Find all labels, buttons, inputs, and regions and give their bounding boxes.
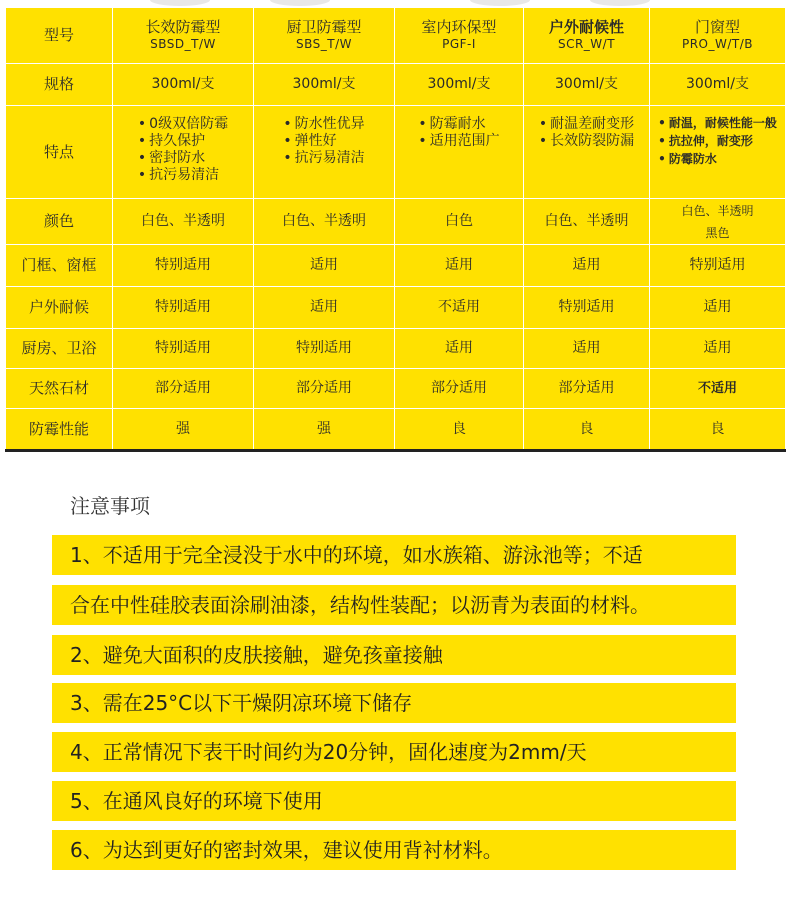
note-item: 5、在通风良好的环境下使用 <box>52 781 736 821</box>
feature-item: • 耐温差耐变形 <box>539 116 634 133</box>
product-code: SBS_T/W <box>296 36 352 51</box>
row-label: 户外耐候 <box>6 287 113 329</box>
product-code: PRO_W/T/B <box>681 36 754 51</box>
feature-list <box>138 116 228 184</box>
decorative-shape <box>270 0 330 6</box>
table-cell: 适用 <box>524 329 650 369</box>
product-name: 门窗型 <box>694 17 740 36</box>
table-row <box>6 409 786 451</box>
product-code: SCR_W/T <box>557 36 616 51</box>
product-name: 户外耐候性 <box>548 17 624 36</box>
top-strip <box>0 0 790 6</box>
table-cell: 300ml/支 <box>524 64 650 106</box>
table-header-row <box>6 8 786 64</box>
table-cell: 300ml/支 <box>395 64 524 106</box>
table-row <box>6 245 786 287</box>
table-cell: 不适用 <box>650 369 786 409</box>
color-line: 黑色 <box>705 225 730 240</box>
decorative-shape <box>150 0 210 6</box>
table-cell: 强 <box>113 409 254 451</box>
header-product <box>524 8 650 64</box>
table-row <box>6 329 786 369</box>
table-cell: 300ml/支 <box>650 64 786 106</box>
row-label: 天然石材 <box>6 369 113 409</box>
table-cell: 特别适用 <box>113 329 254 369</box>
table-cell: 适用 <box>650 329 786 369</box>
table-row <box>6 199 786 245</box>
row-label: 颜色 <box>6 199 113 245</box>
table-row <box>6 369 786 409</box>
product-name: 长效防霉型 <box>145 17 221 36</box>
table-cell: 适用 <box>395 245 524 287</box>
table-cell: 适用 <box>650 287 786 329</box>
product-code: SBSD_T/W <box>150 36 216 51</box>
feature-item: • 密封防水 <box>138 150 228 167</box>
table-cell: 300ml/支 <box>254 64 395 106</box>
note-item: 合在中性硅胶表面涂刷油漆，结构性装配；以沥青为表面的材料。 <box>52 585 736 625</box>
product-code: PGF-I <box>442 36 476 51</box>
feature-list <box>418 116 499 150</box>
table-cell: 特别适用 <box>113 245 254 287</box>
table-cell <box>524 106 650 199</box>
notes-title: 注意事项 <box>70 494 150 518</box>
header-product <box>650 8 786 64</box>
table-cell: 适用 <box>254 245 395 287</box>
table-cell: 强 <box>254 409 395 451</box>
feature-list <box>539 116 634 150</box>
feature-item: • 抗污易清洁 <box>138 167 228 184</box>
feature-item: • 防霉耐水 <box>418 116 499 133</box>
feature-item: • 抗拉伸，耐变形 <box>658 132 777 150</box>
table-cell: 良 <box>524 409 650 451</box>
table-cell: 部分适用 <box>524 369 650 409</box>
feature-item: • 弹性好 <box>283 133 364 150</box>
table-cell: 不适用 <box>395 287 524 329</box>
table-row <box>6 287 786 329</box>
table-cell: 特别适用 <box>524 287 650 329</box>
table-cell: 白色、半透明 <box>113 199 254 245</box>
row-label: 特点 <box>6 106 113 199</box>
table-cell: 良 <box>650 409 786 451</box>
table-cell: 部分适用 <box>254 369 395 409</box>
table-row-features <box>6 106 786 199</box>
feature-item: • 抗污易清洁 <box>283 150 364 167</box>
table-cell: 300ml/支 <box>113 64 254 106</box>
feature-item: • 长效防裂防漏 <box>539 133 634 150</box>
table-cell <box>254 106 395 199</box>
table-cell: 适用 <box>524 245 650 287</box>
table-cell: 特别适用 <box>113 287 254 329</box>
note-item: 2、避免大面积的皮肤接触，避免孩童接触 <box>52 635 736 675</box>
note-item: 4、正常情况下表干时间约为20分钟，固化速度为2mm/天 <box>52 732 736 772</box>
row-label: 规格 <box>6 64 113 106</box>
feature-item: • 持久保护 <box>138 133 228 150</box>
header-product <box>113 8 254 64</box>
header-product <box>254 8 395 64</box>
feature-item: • 防水性优异 <box>283 116 364 133</box>
decorative-shape <box>590 0 650 6</box>
note-item: 6、为达到更好的密封效果，建议使用背衬材料。 <box>52 830 736 870</box>
table-cell: 特别适用 <box>650 245 786 287</box>
table-cell: 白色、半透明 <box>254 199 395 245</box>
table-cell: 适用 <box>254 287 395 329</box>
table-cell: 特别适用 <box>254 329 395 369</box>
feature-item: • 0级双倍防霉 <box>138 116 228 133</box>
color-line: 白色、半透明 <box>681 203 754 218</box>
feature-list <box>283 116 364 167</box>
row-label: 门框、窗框 <box>6 245 113 287</box>
table-cell <box>395 106 524 199</box>
feature-item: • 耐温，耐候性能一般 <box>658 114 777 132</box>
table-row <box>6 64 786 106</box>
table-cell: 适用 <box>395 329 524 369</box>
row-label: 防霉性能 <box>6 409 113 451</box>
decorative-shape <box>470 0 530 6</box>
product-spec-table <box>5 7 786 452</box>
table-cell: 良 <box>395 409 524 451</box>
table-cell: 部分适用 <box>113 369 254 409</box>
product-name: 厨卫防霉型 <box>286 17 362 36</box>
product-name: 室内环保型 <box>421 17 497 36</box>
header-label: 型号 <box>6 8 113 64</box>
feature-item: • 防霉防水 <box>658 150 777 168</box>
note-item: 1、不适用于完全浸没于水中的环境，如水族箱、游泳池等；不适 <box>52 535 736 575</box>
table-cell: 部分适用 <box>395 369 524 409</box>
table-cell <box>650 106 786 199</box>
table-cell <box>113 106 254 199</box>
header-product <box>395 8 524 64</box>
table-cell <box>650 199 786 245</box>
table-cell: 白色 <box>395 199 524 245</box>
feature-item: • 适用范围广 <box>418 133 499 150</box>
feature-list <box>658 114 777 168</box>
table-cell: 白色、半透明 <box>524 199 650 245</box>
row-label: 厨房、卫浴 <box>6 329 113 369</box>
note-item: 3、需在25°C以下干燥阴凉环境下储存 <box>52 683 736 723</box>
